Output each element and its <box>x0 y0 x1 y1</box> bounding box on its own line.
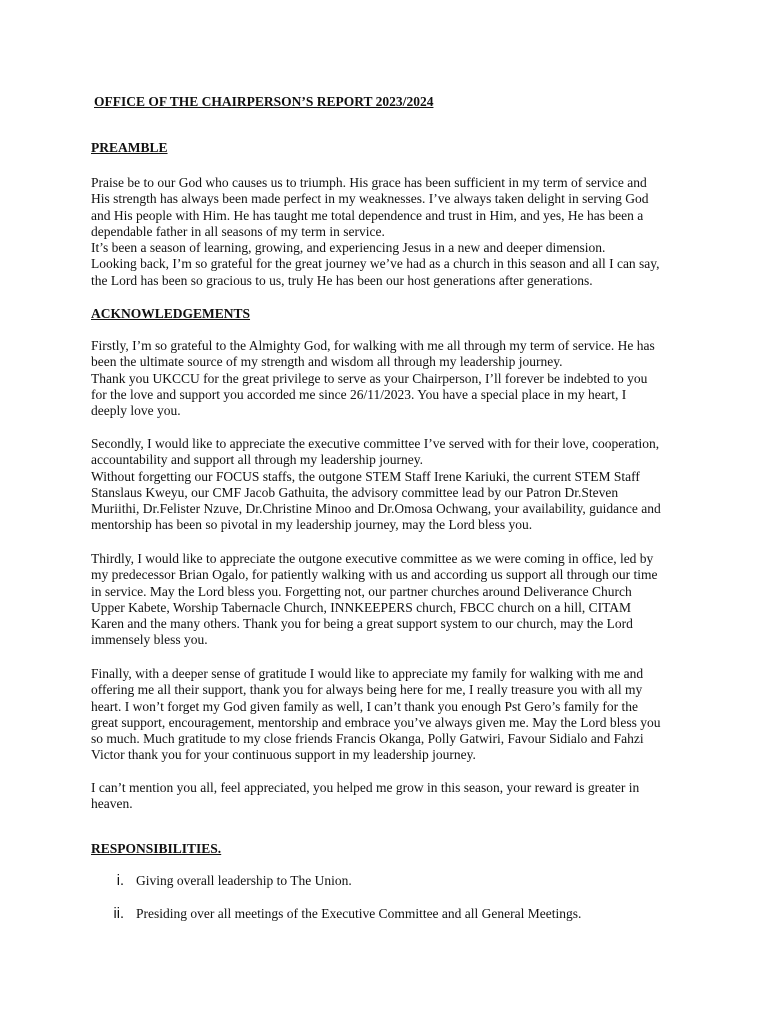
preamble-heading: PREAMBLE <box>91 140 168 155</box>
responsibility-list-item <box>0 872 768 890</box>
document-title: OFFICE OF THE CHAIRPERSON’S REPORT 2023/2024 <box>94 94 434 109</box>
text-line: Karen and the many others. Thank you for being a great support system to our church, may the Lord <box>91 616 633 632</box>
text-line: Muriithi, Dr.Felister Nzuve, Dr.Christine Minoo and Dr.Omosa Ochwang, your availability, guidance and <box>91 501 661 517</box>
text-line: in service. May the Lord bless you. Forgetting not, our partner churches around Deliverance Church <box>91 583 632 599</box>
text-line: Stanslaus Kweyu, our CMF Jacob Gathuita, the advisory committee lead by our Patron Dr.Steven <box>91 484 619 500</box>
text-line: for the love and support you accorded me since 26/11/2023. You have a special place in my heart, I <box>91 386 627 402</box>
acknowledgements-paragraph-3 <box>91 551 658 649</box>
text-line: deeply love you. <box>91 403 181 419</box>
text-line: Victor thank you for your continuous support in my leadership journey. <box>91 747 476 763</box>
text-line: I can’t mention you all, feel appreciated, you helped me grow in this season, your reward is greater in <box>91 780 640 795</box>
list-item-text: Presiding over all meetings of the Executive Committee and all General Meetings. <box>136 906 582 921</box>
preamble-paragraph <box>91 175 660 289</box>
text-line: and His people with Him. He has taught me total dependence and trust in Him, and yes, He has been a <box>91 207 644 223</box>
text-line: Thirdly, I would like to appreciate the outgone executive committee as we were coming in office, led by <box>91 551 654 566</box>
text-line: Finally, with a deeper sense of gratitude I would like to appreciate my family for walking with me and <box>91 666 644 681</box>
text-line: mentorship has been so pivotal in my leadership journey, may the Lord bless you. <box>91 517 533 533</box>
text-line: Firstly, I’m so grateful to the Almighty God, for walking with me all through my term of service. He has <box>91 338 655 353</box>
acknowledgements-paragraph-4 <box>91 666 660 764</box>
list-marker: ii. <box>113 906 124 922</box>
text-line: been the ultimate source of my strength and wisdom all through my leadership journey. <box>91 354 563 370</box>
text-line: immensely bless you. <box>91 632 208 648</box>
acknowledgements-paragraph-5 <box>91 780 639 813</box>
text-line: Upper Kabete, Worship Tabernacle Church, INNKEEPERS church, FBCC church on a hill, CITAM <box>91 599 632 615</box>
text-line: His strength has always been made perfect in my weaknesses. I’ve always taken delight in serving God <box>91 191 649 207</box>
responsibility-list-item <box>0 905 768 923</box>
text-line: accountability and support all through my leadership journey. <box>91 452 424 468</box>
text-line: Praise be to our God who causes us to triumph. His grace has been sufficient in my term of service and <box>91 175 647 190</box>
acknowledgements-paragraph-1 <box>91 338 655 419</box>
text-line: It’s been a season of learning, growing, and experiencing Jesus in a new and deeper dimension. <box>91 240 606 256</box>
acknowledgements-heading: ACKNOWLEDGEMENTS <box>91 306 251 321</box>
text-line: Without forgetting our FOCUS staffs, the outgone STEM Staff Irene Kariuki, the current STEM Staff <box>91 468 640 484</box>
text-line: heart. I won’t forget my God given family as well, I can’t thank you enough Pst Gero’s family for the <box>91 698 639 714</box>
text-line: Thank you UKCCU for the great privilege to serve as your Chairperson, I’ll forever be indebted to you <box>91 370 648 386</box>
text-line: great support, encouragement, mentorship and embrace you’ve always given me. May the Lord bless you <box>91 714 661 730</box>
text-line: dependable father in all seasons of my term in service. <box>91 223 385 239</box>
text-line: the Lord has been so gracious to us, truly He has been our host generations after generations. <box>91 272 593 288</box>
text-line: heaven. <box>91 796 133 812</box>
list-item-text: Giving overall leadership to The Union. <box>136 873 352 888</box>
text-line: Looking back, I’m so grateful for the great journey we’ve had as a church in this season and all I can say, <box>91 256 660 272</box>
text-line: so much. Much gratitude to my close friends Francis Okanga, Polly Gatwiri, Favour Sidialo and Fahzi <box>91 731 644 747</box>
list-marker: i. <box>116 873 124 889</box>
acknowledgements-paragraph-2 <box>91 436 661 534</box>
text-line: offering me all their support, thank you for always being here for me, I really treasure you with all my <box>91 682 643 698</box>
responsibilities-heading: RESPONSIBILITIES. <box>91 841 222 856</box>
text-line: Secondly, I would like to appreciate the executive committee I’ve served with for their love, cooperation, <box>91 436 660 451</box>
text-line: my predecessor Brian Ogalo, for patiently walking with us and according us support all through our time <box>91 567 658 583</box>
